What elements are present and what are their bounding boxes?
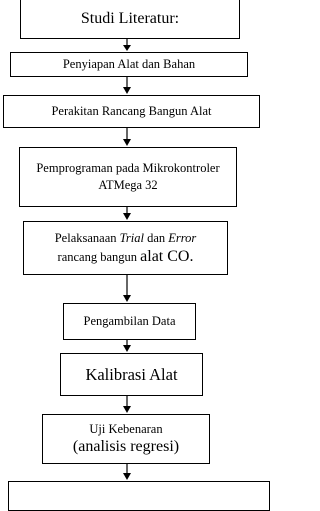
step-pelaksanaan-line2 [58, 248, 194, 266]
step-pelaksanaan [23, 221, 228, 275]
step-next-cropped [8, 481, 270, 511]
step-pemrograman-line1: Pemprograman pada Mikrokontroler [36, 161, 220, 175]
pelaksanaan-line2b: alat CO. [140, 247, 194, 265]
step-pelaksanaan-line1 [55, 231, 197, 246]
step-perakitan [3, 95, 260, 128]
step-studi-literatur [20, 0, 240, 39]
step-pemrograman-line2: ATMega 32 [98, 178, 158, 192]
step-pengambilan-data [63, 303, 196, 340]
step-studi-literatur-label: Studi Literatur: [80, 9, 180, 27]
pelaksanaan-mid: dan [143, 230, 169, 245]
step-uji-kebenaran-line1: Uji Kebenaran [89, 422, 163, 436]
step-pemrograman [19, 147, 237, 207]
step-uji-kebenaran [42, 414, 210, 464]
step-perakitan-label: Perakitan Rancang Bangun Alat [51, 104, 212, 118]
step-uji-kebenaran-line2: (analisis regresi) [72, 438, 180, 455]
step-penyiapan-label: Penyiapan Alat dan Bahan [62, 57, 196, 71]
pelaksanaan-pre: Pelaksanaan [54, 230, 120, 245]
step-kalibrasi-alat [60, 353, 203, 396]
step-kalibrasi-alat-label: Kalibrasi Alat [85, 364, 178, 384]
pelaksanaan-error: Error [168, 230, 197, 245]
pelaksanaan-line2a: rancang bangun [57, 249, 141, 264]
pelaksanaan-trial: Trial [119, 230, 144, 245]
step-pengambilan-data-label: Pengambilan Data [83, 314, 176, 328]
step-penyiapan [10, 52, 248, 77]
